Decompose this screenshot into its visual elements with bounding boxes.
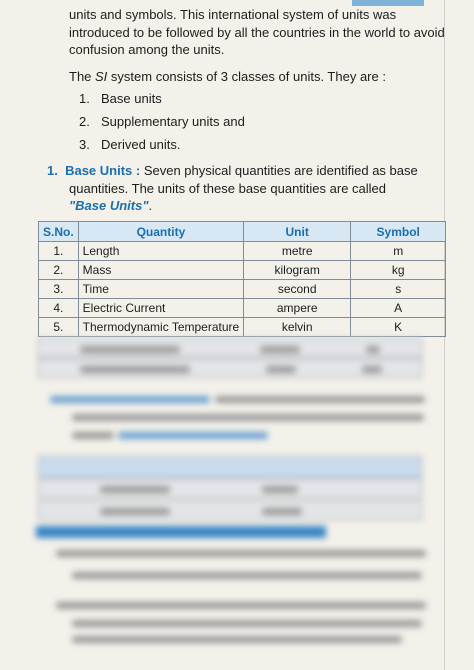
blurred-text [366, 346, 380, 353]
intro-line-3: confusion among the units. [69, 42, 225, 57]
cell-unit: kilogram [244, 261, 351, 280]
intro-line-1: units and symbols. This international system of units was [69, 7, 397, 22]
si-classes-suffix: system consists of 3 classes of units. They are : [107, 69, 386, 84]
cell-symbol: kg [351, 261, 446, 280]
class-item-supplementary [79, 113, 245, 130]
si-abbreviation: SI [95, 69, 108, 84]
blurred-text [260, 346, 300, 353]
column-header-quantity: Quantity [78, 222, 244, 242]
base-units-term-end: . [148, 198, 153, 213]
column-header-sno: S.No. [39, 222, 79, 242]
si-classes-sentence [69, 68, 386, 85]
cell-quantity: Thermodynamic Temperature [78, 318, 244, 337]
blurred-text [72, 414, 424, 421]
base-units-table [38, 221, 446, 337]
base-units-term: "Base Units" [69, 198, 149, 213]
cell-quantity: Length [78, 242, 244, 261]
section-number: 1. [47, 163, 58, 178]
class-item-label: Base units [101, 91, 162, 106]
blurred-text [262, 486, 298, 493]
class-item-label: Derived units. [101, 137, 181, 152]
blurred-section-band [36, 526, 326, 538]
cell-quantity: Time [78, 280, 244, 299]
table-row [39, 261, 446, 280]
cell-symbol: A [351, 299, 446, 318]
cell-sno: 3. [39, 280, 79, 299]
blurred-text [56, 550, 426, 557]
si-classes-prefix: The [69, 69, 96, 84]
intro-line-2: introduced to be followed by all the countries in the world to avoid [69, 25, 445, 40]
blurred-text [215, 396, 425, 403]
blurred-text [56, 602, 426, 609]
blurred-text [80, 346, 180, 353]
base-units-heading-line [47, 162, 418, 179]
blurred-text [100, 486, 170, 493]
cell-symbol: m [351, 242, 446, 261]
cell-symbol: K [351, 318, 446, 337]
column-header-symbol: Symbol [351, 222, 446, 242]
blurred-page-region [0, 336, 474, 670]
blurred-table-header [38, 456, 422, 478]
table-row [39, 299, 446, 318]
blurred-text [72, 572, 422, 579]
base-units-text-1: Seven physical quantities are identified as base [140, 163, 418, 178]
blurred-heading [118, 432, 268, 439]
cell-unit: kelvin [244, 318, 351, 337]
cell-sno: 4. [39, 299, 79, 318]
class-item-number: 3. [79, 137, 90, 152]
cell-quantity: Mass [78, 261, 244, 280]
blurred-text [262, 508, 302, 515]
class-item-number: 2. [79, 114, 90, 129]
cell-sno: 1. [39, 242, 79, 261]
cell-symbol: s [351, 280, 446, 299]
blurred-table-row [38, 500, 422, 520]
blurred-text [80, 366, 190, 373]
blurred-text [72, 432, 114, 439]
table-row [39, 280, 446, 299]
class-item-base [79, 90, 162, 107]
cell-quantity: Electric Current [78, 299, 244, 318]
class-item-number: 1. [79, 91, 90, 106]
class-item-derived [79, 136, 180, 153]
blurred-table-row [38, 478, 422, 498]
blurred-text [266, 366, 296, 373]
table-row [39, 242, 446, 261]
cell-sno: 2. [39, 261, 79, 280]
cell-sno: 5. [39, 318, 79, 337]
blurred-text [72, 636, 402, 643]
blurred-text [72, 620, 422, 627]
table-header-row [39, 222, 446, 242]
table-row [39, 318, 446, 337]
class-item-label: Supplementary units and [101, 114, 245, 129]
column-header-unit: Unit [244, 222, 351, 242]
blurred-text [100, 508, 170, 515]
cell-unit: metre [244, 242, 351, 261]
section-title: Base Units : [65, 163, 141, 178]
cell-unit: second [244, 280, 351, 299]
cell-unit: ampere [244, 299, 351, 318]
blurred-text [362, 366, 382, 373]
base-units-text-2: quantities. The units of these base quantities are called [69, 181, 387, 196]
base-units-term-line [69, 197, 152, 214]
blurred-heading [50, 396, 210, 403]
